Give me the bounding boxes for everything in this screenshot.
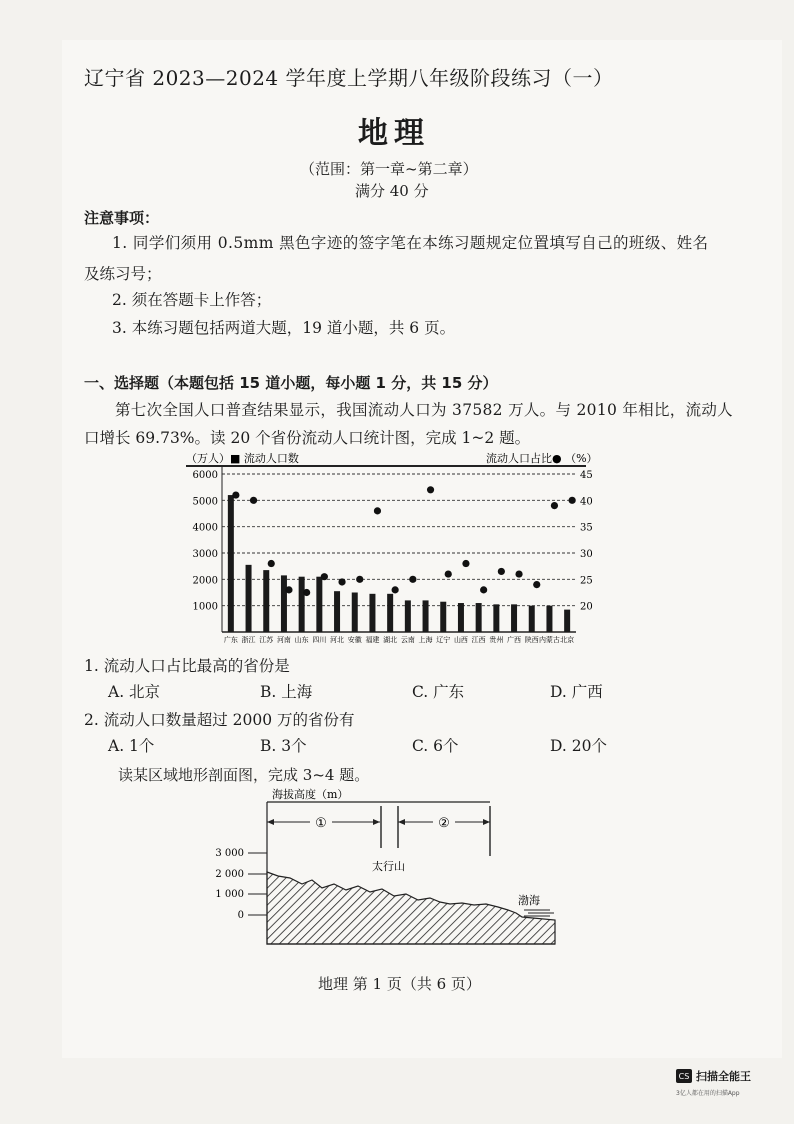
notice-item-1: 1. 同学们须用 0.5mm 黑色字迹的签字笔在本练习题规定位置填写自己的班级、姓名 — [112, 234, 709, 252]
taihang-label: 太行山 — [372, 860, 405, 873]
right-tick-label: 45 — [580, 470, 593, 481]
category-label: 湖北 — [383, 636, 398, 644]
migrant-population-chart — [186, 446, 596, 646]
dot-内蒙古 — [551, 502, 558, 509]
bar-云南 — [405, 600, 411, 632]
category-label: 广西 — [507, 636, 522, 644]
page-footer: 地理 第 1 页（共 6 页） — [318, 975, 481, 993]
category-label: 广东 — [223, 636, 238, 644]
bar-湖北 — [387, 594, 393, 632]
terrain-profile-diagram — [215, 786, 570, 956]
q2-option-a[interactable]: A. 1个 — [108, 737, 155, 755]
bar-陕西 — [529, 606, 535, 632]
score-text: 满分 40 分 — [355, 182, 429, 200]
q1-option-c[interactable]: C. 广东 — [412, 683, 465, 701]
bar-山东 — [299, 577, 305, 632]
scope-text: （范围：第一章~第二章） — [300, 160, 478, 178]
category-label: 山东 — [294, 636, 309, 644]
category-label: 江苏 — [259, 636, 274, 644]
dot-广西 — [515, 570, 522, 577]
profile-y-label: 海拔高度（m） — [272, 788, 349, 801]
category-label: 内蒙古 — [538, 636, 560, 644]
bar-上海 — [423, 600, 429, 632]
bar-legend: ■ 流动人口数 — [230, 452, 299, 465]
right-tick-label: 20 — [580, 601, 593, 613]
scanner-app-name: 扫描全能王 — [696, 1070, 751, 1083]
cs-logo-icon: CS — [676, 1069, 692, 1083]
right-tick-label: 25 — [580, 575, 593, 587]
bar-河北 — [334, 591, 340, 632]
dot-山东 — [303, 589, 310, 596]
category-label: 陕西 — [524, 636, 539, 644]
right-tick-label: 35 — [580, 522, 593, 534]
bar-辽宁 — [440, 602, 446, 632]
terrain-profile — [267, 872, 555, 944]
category-label: 河南 — [276, 636, 291, 644]
exam-title: 辽宁省 2023—2024 学年度上学期八年级阶段练习（一） — [84, 66, 614, 90]
dot-河北 — [338, 578, 345, 585]
sea-waves — [524, 910, 554, 916]
right-tick-label: 30 — [580, 549, 593, 560]
category-label: 贵州 — [489, 636, 504, 644]
tick-1000: 1 000 — [215, 889, 244, 900]
notice-item-1-cont: 及练习号； — [84, 265, 162, 283]
left-tick-label: 1000 — [192, 601, 218, 613]
notice-item-3: 3. 本练习题包括两道大题，19 道小题，共 6 页。 — [112, 319, 456, 337]
arrow-left — [267, 819, 274, 825]
category-label: 福建 — [365, 636, 380, 644]
dot-江苏 — [268, 560, 275, 567]
dot-陕西 — [533, 581, 540, 588]
dot-湖北 — [392, 586, 399, 593]
bar-北京 — [564, 610, 570, 632]
left-tick-label: 2000 — [192, 575, 218, 587]
category-label: 云南 — [400, 636, 415, 644]
dot-北京 — [569, 497, 576, 504]
dot-上海 — [427, 486, 434, 493]
dot-河南 — [285, 586, 292, 593]
dot-安徽 — [356, 576, 363, 583]
dot-云南 — [409, 576, 416, 583]
dot-贵州 — [498, 568, 505, 575]
q2-option-c[interactable]: C. 6个 — [412, 737, 459, 755]
arrow-left — [398, 819, 405, 825]
notice-item-2: 2. 须在答题卡上作答； — [112, 291, 272, 309]
dot-广东 — [232, 491, 239, 498]
category-label: 安徽 — [347, 636, 362, 644]
scanner-logo — [676, 1068, 751, 1084]
question-1: 1. 流动人口占比最高的省份是 — [84, 657, 290, 675]
bar-内蒙古 — [546, 606, 552, 632]
bohai-label: 渤海 — [518, 894, 540, 907]
q1-option-a[interactable]: A. 北京 — [108, 683, 161, 701]
category-label: 浙江 — [241, 636, 256, 644]
section-intro-line2: 口增长 69.73%。读 20 个省份流动人口统计图，完成 1~2 题。 — [84, 429, 531, 447]
category-label: 河北 — [330, 636, 345, 644]
tick-3000: 3 000 — [215, 848, 244, 859]
bar-贵州 — [493, 604, 499, 632]
section-heading: 一、选择题（本题包括 15 道小题，每小题 1 分，共 15 分） — [84, 374, 498, 392]
tick-2000: 2 000 — [215, 869, 244, 880]
dot-浙江 — [250, 497, 257, 504]
question-2: 2. 流动人口数量超过 2000 万的省份有 — [84, 711, 355, 729]
region-1-label: ① — [315, 816, 327, 831]
bar-浙江 — [246, 565, 252, 632]
category-label: 北京 — [560, 636, 575, 644]
bar-广东 — [228, 495, 234, 632]
bar-安徽 — [352, 593, 358, 633]
left-tick-label: 3000 — [192, 549, 218, 560]
dot-福建 — [374, 507, 381, 514]
right-tick-label: 40 — [580, 496, 593, 508]
left-axis-label: （万人） — [186, 452, 230, 465]
region-2-label: ② — [438, 816, 450, 831]
notice-heading: 注意事项： — [84, 209, 160, 227]
arrow-right — [483, 819, 490, 825]
subject-title: 地理 — [358, 116, 430, 151]
bar-江苏 — [263, 570, 269, 632]
dot-辽宁 — [445, 570, 452, 577]
q1-option-b[interactable]: B. 上海 — [260, 683, 313, 701]
bar-山西 — [458, 603, 464, 632]
scanner-tagline: 3亿人都在用的扫描App — [676, 1090, 740, 1097]
left-tick-label: 4000 — [192, 522, 218, 534]
dot-江西 — [480, 586, 487, 593]
category-label: 上海 — [418, 636, 433, 644]
category-label: 四川 — [312, 636, 327, 644]
tick-0: 0 — [237, 910, 244, 921]
q1-option-d[interactable]: D. 广西 — [550, 683, 603, 701]
q2-option-d[interactable]: D. 20个 — [550, 737, 607, 755]
category-label: 辽宁 — [436, 636, 451, 644]
q34-intro: 读某区域地形剖面图，完成 3~4 题。 — [118, 766, 370, 784]
section-intro-line1: 第七次全国人口普查结果显示，我国流动人口为 37582 万人。与 2010 年相比，流动人 — [115, 401, 733, 419]
category-label: 江西 — [471, 636, 486, 644]
left-tick-label: 6000 — [192, 470, 218, 481]
dot-四川 — [321, 573, 328, 580]
bar-福建 — [369, 594, 375, 632]
bar-四川 — [316, 577, 322, 632]
arrow-right — [373, 819, 380, 825]
dot-山西 — [462, 560, 469, 567]
right-axis-label: 流动人口占比● （%） — [486, 452, 598, 465]
bar-河南 — [281, 575, 287, 632]
bar-广西 — [511, 604, 517, 632]
q2-option-b[interactable]: B. 3个 — [260, 737, 307, 755]
category-label: 山西 — [453, 636, 468, 644]
bar-江西 — [476, 603, 482, 632]
left-tick-label: 5000 — [192, 496, 218, 508]
